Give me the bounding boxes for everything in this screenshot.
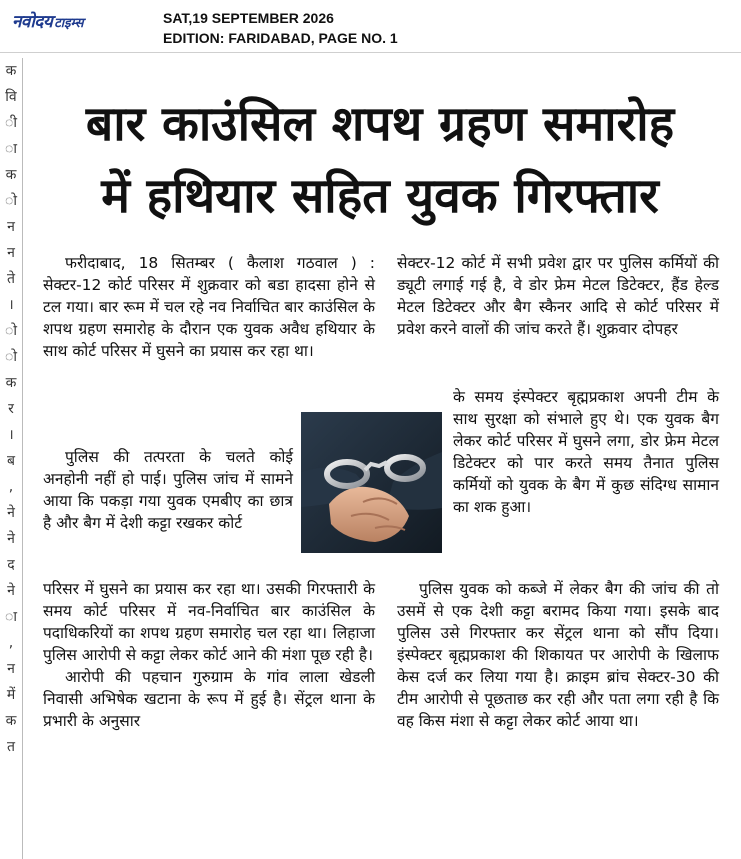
date-line: SAT,19 SEPTEMBER 2026 xyxy=(163,10,334,26)
article-col2-bottom xyxy=(397,578,719,732)
edition-line: EDITION: FARIDABAD, PAGE NO. 1 xyxy=(163,30,398,46)
article-col1-top xyxy=(43,252,375,362)
adjacent-text-fragment: न xyxy=(7,661,15,677)
adjacent-text-fragment: ने xyxy=(7,531,15,547)
logo-main-text: नवोदय xyxy=(12,12,53,32)
adjacent-text-fragment: त xyxy=(7,739,15,755)
article-paragraph: पुलिस युवक को कब्जे में लेकर बैग की जांच की तो उसमें से एक देशी कट्टा बरामद किया गया। इसके बाद पुलिस उसे गिरफ्तार कर सेंट्रल थाना को सौंप दिया। इंस्पेक्टर बृह्मप्रकाश की शिकायत पर आरोपी के खिलाफ केस दर्ज कर लिया गया है। क्राइम ब्रांच सेक्टर-30 की टीम आरोपी से पूछताछ कर रही और पता लगा रही है कि वह किस मंशा से कट्टा लेकर कोर्ट आया था। xyxy=(397,580,719,730)
adjacent-text-fragment: ते xyxy=(7,271,15,287)
adjacent-text-fragment: ब xyxy=(7,453,15,469)
article-col1-mid xyxy=(43,446,293,534)
article-col2-top xyxy=(397,252,719,340)
adjacent-text-fragment: क xyxy=(5,167,17,183)
adjacent-text-fragment: ा xyxy=(5,141,17,157)
adjacent-text-fragment: ने xyxy=(7,583,15,599)
logo-sub-text: टाइम्स xyxy=(54,16,84,31)
adjacent-text-fragment: , xyxy=(8,479,14,495)
article-col2-mid xyxy=(453,386,719,518)
handcuffs-photo xyxy=(301,412,442,553)
headline xyxy=(30,88,730,232)
article-col1-bottom xyxy=(43,578,375,732)
adjacent-text-fragment: क xyxy=(5,713,17,729)
adjacent-text-fragment: । xyxy=(8,297,14,313)
adjacent-text-fragment: क xyxy=(5,375,17,391)
adjacent-text-fragment: ा xyxy=(5,609,17,625)
article-paragraph: पुलिस की तत्परता के चलते कोई अनहोनी नहीं हो पाई। पुलिस जांच में सामने आया कि पकड़ा गया युवक एमबीए का छात्र है और बैग में देशी कट्टा रखकर कोर्ट xyxy=(43,448,293,532)
adjacent-text-fragment: क xyxy=(5,63,17,79)
adjacent-text-fragment: वि xyxy=(5,89,17,105)
article-paragraph: के समय इंस्पेक्टर बृह्मप्रकाश अपनी टीम के साथ सुरक्षा को संभाले हुए थे। एक युवक बैग लेकर कोर्ट परिसर में घुसने लगा, डोर फ्रेम मेटल डिटेक्टर को पार करते समय तैनात पुलिस कर्मियों को युवक के बैग में कुछ संदिग्ध सामान का शक हुआ। xyxy=(453,388,719,516)
adjacent-text-fragment: में xyxy=(6,687,16,703)
adjacent-text-fragment: ो xyxy=(5,349,17,365)
headline-line-1: बार काउंसिल शपथ ग्रहण समारोह xyxy=(85,96,675,152)
adjacent-text-fragment: ो xyxy=(5,193,17,209)
adjacent-text-fragment: ने xyxy=(7,505,15,521)
adjacent-text-fragment: , xyxy=(8,635,14,651)
article-paragraph: आरोपी की पहचान गुरुग्राम के गांव लाला खेडली निवासी अभिषेक खटाना के रूप में हुई है। सेंट्रल थाना के प्रभारी के अनुसार xyxy=(43,668,375,730)
adjacent-text-fragment: न xyxy=(7,245,15,261)
newspaper-logo[interactable] xyxy=(12,9,84,35)
edition-info xyxy=(163,8,398,48)
handcuffs-illustration xyxy=(301,412,442,553)
masthead xyxy=(0,0,741,52)
article-paragraph: परिसर में घुसने का प्रयास कर रहा था। उसकी गिरफ्तारी के समय कोर्ट परिसर में नव-निर्वाचित बार काउंसिल के पदाधिकरियों का शपथ ग्रहण समारोह चल रहा था। लिहाजा पुलिस आरोपी से कट्टा लेकर कोर्ट आने की मंशा पूछ रही है। xyxy=(43,580,375,664)
article-paragraph: फरीदाबाद, 18 सितम्बर ( कैलाश गठवाल ) : सेक्टर-12 कोर्ट परिसर में शुक्रवार को बडा हादसा होने से टल गया। बार रूम में चल रहे नव निर्वाचित बार काउंसिल के शपथ ग्रहण समारोह के दौरान एक युवक अवैध हथियार के साथ कोर्ट परिसर में घुसने का प्रयास कर रहा था। xyxy=(43,254,375,360)
adjacent-text-fragment: ी xyxy=(5,115,17,131)
adjacent-text-fragment: । xyxy=(8,427,14,443)
adjacent-text-fragment: ो xyxy=(5,323,17,339)
masthead-divider xyxy=(0,52,741,53)
adjacent-article-fragment xyxy=(0,58,23,859)
article-paragraph: सेक्टर-12 कोर्ट में सभी प्रवेश द्वार पर पुलिस कर्मियों की ड्यूटी लगाई गई है, वे डोर फ्रेम मेटल डिटेक्टर, हैंड हेल्ड मेटल डिटेक्टर और बैग स्कैनर आदि से कोर्ट परिसर में प्रवेश करने वालों की जांच करते हैं। शुक्रवार दोपहर xyxy=(397,254,719,338)
adjacent-text-fragment: र xyxy=(8,401,14,417)
adjacent-text-fragment: द xyxy=(7,557,15,573)
headline-line-2: में हथियार सहित युवक गिरफ्तार xyxy=(101,168,659,224)
adjacent-text-fragment: न xyxy=(7,219,15,235)
